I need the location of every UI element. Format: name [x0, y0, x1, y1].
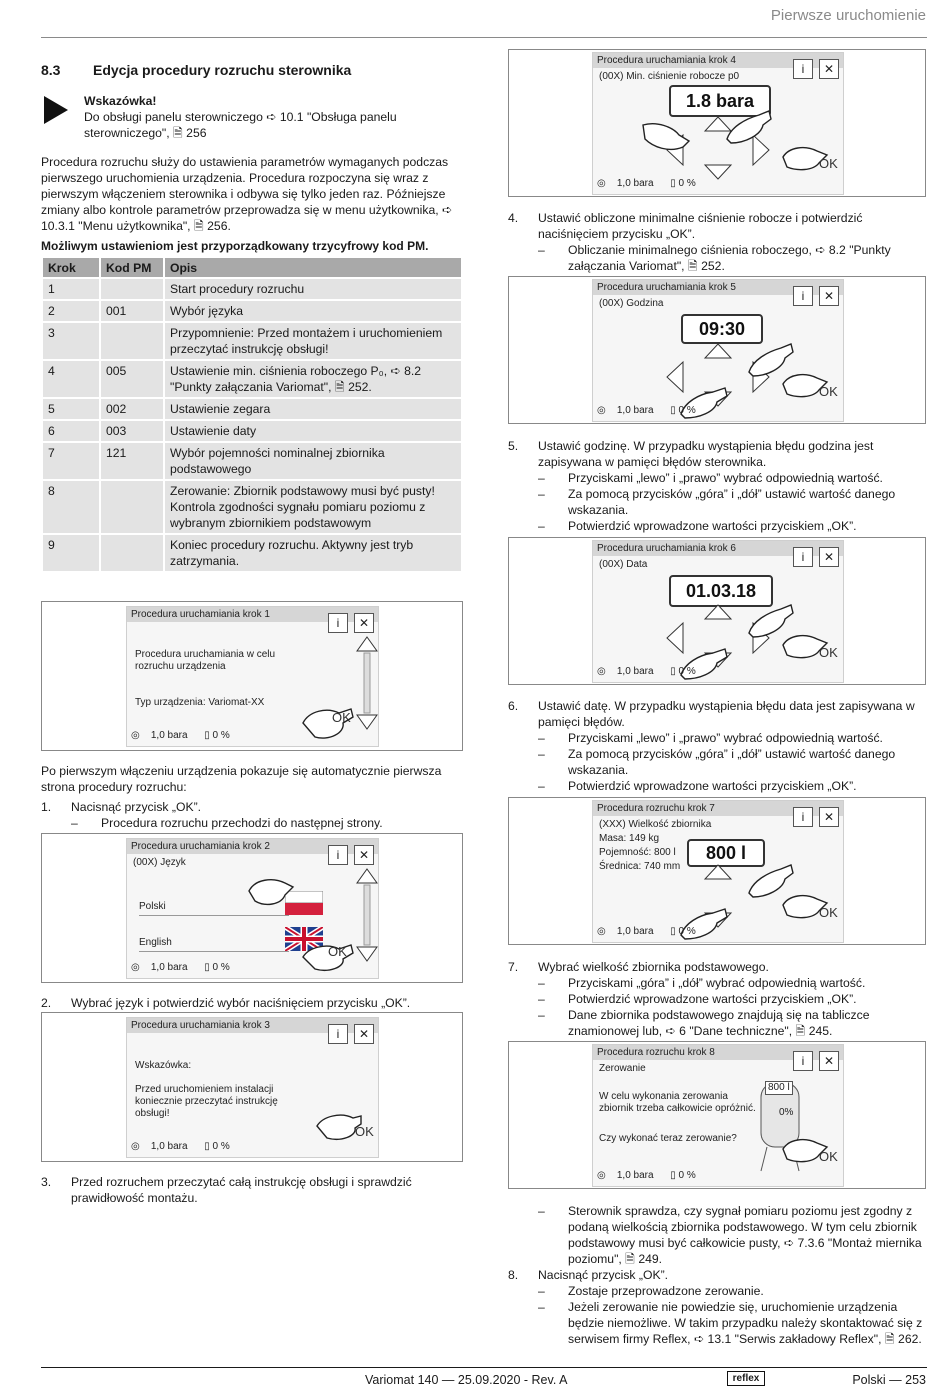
intro-bold: Możliwym ustawieniom jest przyporządkowany trzycyfrowy kod PM. [41, 239, 429, 253]
table-row [43, 443, 461, 479]
value-display[interactable]: 01.03.18 [669, 575, 773, 607]
step-number: 8. [508, 1268, 519, 1282]
footer-page: Polski — 253 [852, 1373, 926, 1387]
info-button[interactable]: i [793, 286, 813, 306]
close-button[interactable]: ✕ [354, 1024, 374, 1044]
cell-krok: 4 [43, 361, 99, 397]
pressure-value: 1,0 bara [616, 666, 654, 677]
close-button[interactable]: ✕ [354, 845, 374, 865]
cell-kod [101, 535, 163, 571]
status-bar [131, 1139, 230, 1155]
status-bar [597, 664, 696, 680]
step-1 [41, 799, 471, 831]
tank-level-icon: ▯ [670, 666, 676, 677]
screen-title: Procedura uruchamiania krok 6 [593, 541, 843, 556]
step-number: 1. [41, 800, 52, 814]
dash: – [538, 519, 545, 533]
status-bar [597, 924, 696, 940]
procedure-table [41, 256, 463, 573]
step-detail: Przyciskami „góra” i „dół” wybrać odpowiednią wartość. [568, 976, 866, 990]
divider [139, 951, 289, 952]
after-screen1-text: Po pierwszym włączeniu urządzenia pokazuje się automatycznie pierwsza strona procedury rozruchu: [41, 764, 442, 794]
screenshot-step7 [508, 797, 926, 945]
table-row [43, 279, 461, 299]
step-detail: Procedura rozruchu przechodzi do następnej strony. [101, 816, 383, 830]
level-value: 0 % [678, 405, 696, 416]
dash: – [538, 976, 545, 990]
dash: – [538, 731, 545, 745]
screenshot-step2 [41, 833, 463, 983]
col-header-kod: Kod PM [101, 258, 163, 277]
step-text: Ustawić godzinę. W przypadku wystąpienia błędu godzina jest zapisywana w pamięci błędów sterownika. [538, 439, 874, 469]
value-display[interactable]: 09:30 [681, 314, 763, 344]
step-3 [41, 1174, 463, 1206]
step-4 [508, 210, 928, 274]
screen-step7 [592, 800, 844, 943]
info-button[interactable]: i [328, 845, 348, 865]
cell-opis: Zerowanie: Zbiornik podstawowy musi być pusty! Kontrola zgodności sygnału pomiaru poziomu z wybranym zbiornikiem podstawowym [165, 481, 461, 533]
screen-text: Czy wykonać teraz zerowanie? [599, 1133, 737, 1144]
cell-opis: Start procedury rozruchu [165, 279, 461, 299]
pressure-gauge-icon: ◎ [597, 926, 606, 937]
hand-pointer-icon [721, 109, 775, 147]
ok-button[interactable]: OK [819, 1149, 838, 1164]
dash: – [538, 243, 545, 257]
step-detail: Potwierdzić wprowadzone wartości przyciskiem „OK”. [568, 779, 857, 793]
hand-pointer-icon [639, 117, 693, 155]
pressure-gauge-icon: ◎ [597, 666, 606, 677]
step-5 [508, 438, 928, 534]
cell-kod: 005 [101, 361, 163, 397]
cell-opis: Ustawienie min. ciśnienia roboczego P₀, ➪ 8.2 "Punkty załączania Variomat", 🗎 252. [165, 361, 461, 397]
screen-subtitle: (00X) Godzina [599, 298, 664, 309]
tank-level-icon: ▯ [670, 178, 676, 189]
cell-kod [101, 279, 163, 299]
status-bar [597, 1168, 696, 1184]
pressure-value: 1,0 bara [616, 1170, 654, 1181]
step-detail: Dane zbiornika podstawowego znajdują się na tabliczce znamionowej lub, ➪ 6 "Dane techniczne", 🗎 245. [568, 1008, 870, 1038]
page-header-title: Pierwsze uruchomienie [770, 7, 926, 24]
cell-kod: 001 [101, 301, 163, 321]
cell-opis: Wybór pojemności nominalnej zbiornika podstawowego [165, 443, 461, 479]
table-row [43, 421, 461, 441]
step-number: 7. [508, 960, 519, 974]
step-detail: Za pomocą przycisków „góra” i „dół” ustawić wartość danego wskazania. [568, 487, 896, 517]
footer-divider [41, 1367, 927, 1368]
step-text: Przed rozruchem przeczytać całą instrukcję obsługi i sprawdzić prawidłowość montażu. [71, 1175, 412, 1205]
ok-button[interactable]: OK [819, 384, 838, 399]
table-row [43, 323, 461, 359]
tank-capacity: Pojemność: 800 l [599, 847, 676, 858]
dash: – [538, 1008, 545, 1022]
screen-title: Procedura rozruchu krok 7 [593, 801, 843, 816]
step-detail: Przyciskami „lewo” i „prawo” wybrać odpowiednią wartość. [568, 731, 883, 745]
screen-step2 [126, 838, 379, 979]
pressure-value: 1,0 bara [616, 178, 654, 189]
info-button[interactable]: i [328, 613, 348, 633]
ok-button[interactable]: OK [819, 156, 838, 171]
level-value: 0 % [212, 1141, 230, 1152]
step-detail: Przyciskami „lewo” i „prawo” wybrać odpowiednią wartość. [568, 471, 883, 485]
close-button[interactable]: ✕ [819, 547, 839, 567]
header-divider [41, 37, 927, 38]
tank-level-icon: ▯ [204, 1141, 210, 1152]
level-value: 0 % [212, 962, 230, 973]
ok-button[interactable]: OK [819, 905, 838, 920]
cell-kod: 121 [101, 443, 163, 479]
pressure-gauge-icon: ◎ [131, 730, 140, 741]
step-detail: Zostaje przeprowadzone zerowanie. [568, 1284, 764, 1298]
screen-title: Procedura uruchamiania krok 5 [593, 280, 843, 295]
tank-level: 0% [779, 1107, 794, 1118]
language-option-english[interactable]: English [139, 937, 172, 948]
cell-krok: 1 [43, 279, 99, 299]
screen-step1 [126, 606, 379, 747]
screen-text: Przed uruchomieniem instalacji koniecznie przeczytać instrukcję obsługi! [135, 1084, 278, 1119]
cell-krok: 9 [43, 535, 99, 571]
reflex-logo: reflex [727, 1371, 765, 1386]
close-button[interactable]: ✕ [354, 613, 374, 633]
screenshot-step1 [41, 601, 463, 751]
step-text: Wybrać wielkość zbiornika podstawowego. [538, 960, 769, 974]
step-6 [508, 698, 928, 794]
section-title: Edycja procedury rozruchu sterownika [93, 62, 352, 78]
step-detail: Jeżeli zerowanie nie powiedzie się, uruchomienie urządzenia będzie niemożliwe. W takim przypadku należy skontaktować się z serwisem firmy Reflex, ➪ 13.1 "Serwis zakładowy Reflex", 🗎 262. [568, 1300, 923, 1346]
scroll-arrows-icon[interactable] [355, 867, 379, 963]
step-text: Nacisnąć przycisk „OK”. [71, 800, 202, 814]
section-heading [41, 62, 351, 78]
info-button[interactable]: i [793, 59, 813, 79]
pressure-gauge-icon: ◎ [131, 962, 140, 973]
screen-title: Procedura uruchamiania krok 1 [127, 607, 378, 622]
ok-button[interactable]: OK [328, 944, 347, 959]
level-value: 0 % [678, 178, 696, 189]
cell-krok: 6 [43, 421, 99, 441]
cell-opis: Przypomnienie: Przed montażem i uruchomieniem przeczytać instrukcję obsługi! [165, 323, 461, 359]
screen-step6 [592, 540, 844, 683]
dash: – [538, 779, 545, 793]
level-value: 0 % [678, 926, 696, 937]
cell-kod [101, 481, 163, 533]
level-value: 0 % [678, 666, 696, 677]
status-bar [597, 403, 696, 419]
pressure-value: 1,0 bara [150, 1141, 188, 1152]
note-text: Do obsługi panelu sterowniczego ➪ 10.1 "Obsługa panelu sterowniczego", 🗎 256 [84, 110, 397, 140]
screen-text: Wskazówka: [135, 1060, 192, 1071]
screen-subtitle: (XXX) Wielkość zbiornika [599, 819, 712, 830]
screen-step3 [126, 1017, 379, 1158]
cell-opis: Wybór języka [165, 301, 461, 321]
dash: – [71, 816, 78, 830]
value-display[interactable]: 800 l [687, 839, 765, 867]
dash: – [538, 992, 545, 1006]
step-detail: Potwierdzić wprowadzone wartości przyciskiem „OK”. [568, 519, 857, 533]
step-number: 2. [41, 996, 52, 1010]
step-detail: Obliczanie minimalnego ciśnienia roboczego, ➪ 8.2 "Punkty załączania Variomat", 🗎 252. [568, 243, 891, 273]
ok-button[interactable]: OK [355, 1124, 374, 1139]
close-button[interactable]: ✕ [819, 286, 839, 306]
screen-subtitle: (00X) Język [133, 857, 186, 868]
dash: – [538, 1204, 545, 1218]
screenshot-step8 [508, 1041, 926, 1189]
level-value: 0 % [678, 1170, 696, 1181]
info-button[interactable]: i [328, 1024, 348, 1044]
screenshot-step3 [41, 1012, 463, 1162]
step-text: Ustawić obliczone minimalne ciśnienie robocze i potwierdzić naciśnięciem przycisku „OK”. [538, 211, 863, 241]
screenshot-step4 [508, 49, 926, 197]
step-2 [41, 995, 471, 1011]
close-button[interactable]: ✕ [819, 59, 839, 79]
step-number: 3. [41, 1175, 52, 1189]
pressure-gauge-icon: ◎ [597, 405, 606, 416]
tank-level-icon: ▯ [204, 962, 210, 973]
dash: – [538, 747, 545, 761]
dash: – [538, 487, 545, 501]
tank-volume: 800 l [765, 1081, 793, 1095]
step-detail: Potwierdzić wprowadzone wartości przyciskiem „OK”. [568, 992, 857, 1006]
intro-paragraph: Procedura rozruchu służy do ustawienia parametrów wymaganych podczas pierwszego uruchomienia urządzenia. Procedura rozpoczyna się wraz z pierwszym włączeniem sterownika i odbywa się tylko jeden raz. Późniejsze zmiany albo kontrole parametrów przeprowadza się w menu użytkownika, ➪ 10.3.1 "Menu użytkownika", 🗎 256. [41, 155, 453, 233]
screen-text: Typ urządzenia: Variomat-XX [135, 697, 265, 708]
screen-subtitle: (00X) Data [599, 559, 648, 570]
cell-opis: Koniec procedury rozruchu. Aktywny jest tryb zatrzymania. [165, 535, 461, 571]
divider [139, 915, 289, 916]
hand-pointer-icon [245, 873, 295, 909]
cell-opis: Ustawienie zegara [165, 399, 461, 419]
value-display[interactable]: 1.8 bara [669, 85, 771, 117]
info-button[interactable]: i [793, 547, 813, 567]
ok-button[interactable]: OK [332, 710, 351, 725]
tank-level-icon: ▯ [670, 405, 676, 416]
table-row [43, 481, 461, 533]
step-detail: Za pomocą przycisków „góra” i „dół” ustawić wartość danego wskazania. [568, 747, 896, 777]
step-text: Wybrać język i potwierdzić wybór naciśnięciem przycisku „OK”. [71, 996, 411, 1010]
status-bar [131, 728, 230, 744]
language-option-polski[interactable]: Polski [139, 901, 166, 912]
cell-kod [101, 323, 163, 359]
step-detail: Sterownik sprawdza, czy sygnał pomiaru poziomu jest zgodny z podaną wielkością zbiornika podstawowego. W tym celu zbiornik podstawowy musi być całkowicie pusty, ➪ 7.3.6 "Montaż miernika poziomu", 🗎 249. [568, 1204, 922, 1266]
pressure-value: 1,0 bara [150, 730, 188, 741]
status-bar [597, 176, 696, 192]
level-value: 0 % [212, 730, 230, 741]
step-number: 5. [508, 439, 519, 453]
step-text: Ustawić datę. W przypadku wystąpienia błędu data jest zapisywana w pamięci błędów. [538, 699, 915, 729]
scroll-arrows-icon[interactable] [355, 635, 379, 731]
close-button[interactable]: ✕ [819, 807, 839, 827]
cell-krok: 5 [43, 399, 99, 419]
table-row [43, 301, 461, 321]
pressure-value: 1,0 bara [616, 405, 654, 416]
table-row [43, 535, 461, 571]
info-button[interactable]: i [793, 807, 813, 827]
screen-text: W celu wykonania zerowania zbiornik trzeba całkowicie opróżnić. [599, 1091, 756, 1114]
col-header-krok: Krok [43, 258, 99, 277]
note-arrow-icon [44, 96, 68, 124]
step-number: 4. [508, 211, 519, 225]
screen-text: Procedura uruchamiania w celu rozruchu urządzenia [135, 649, 276, 672]
pressure-value: 1,0 bara [150, 962, 188, 973]
screen-title: Procedura rozruchu krok 8 [593, 1045, 843, 1060]
tank-mass: Masa: 149 kg [599, 833, 660, 844]
cell-kod: 003 [101, 421, 163, 441]
table-row [43, 399, 461, 419]
pressure-gauge-icon: ◎ [597, 1170, 606, 1181]
cell-opis: Ustawienie daty [165, 421, 461, 441]
info-button[interactable]: i [793, 1051, 813, 1071]
screenshot-step6 [508, 537, 926, 685]
cell-krok: 7 [43, 443, 99, 479]
dash: – [538, 1284, 545, 1298]
cell-krok: 8 [43, 481, 99, 533]
dash: – [538, 1300, 545, 1314]
step-number: 6. [508, 699, 519, 713]
dash: – [538, 471, 545, 485]
screen-subtitle: Zerowanie [599, 1063, 646, 1074]
screen-title: Procedura uruchamiania krok 3 [127, 1018, 378, 1033]
close-button[interactable]: ✕ [819, 1051, 839, 1071]
tank-level-icon: ▯ [204, 730, 210, 741]
section-number: 8.3 [41, 62, 61, 78]
screenshot-step5 [508, 276, 926, 424]
col-header-opis: Opis [165, 258, 461, 277]
tank-diameter: Średnica: 740 mm [599, 861, 681, 872]
screen-subtitle: (00X) Min. ciśnienie robocze p0 [599, 71, 740, 82]
step-8 [508, 1203, 928, 1347]
pressure-value: 1,0 bara [616, 926, 654, 937]
pressure-gauge-icon: ◎ [597, 178, 606, 189]
screen-title: Procedura uruchamiania krok 4 [593, 53, 843, 68]
note-block [84, 93, 424, 141]
status-bar [131, 960, 230, 976]
note-title: Wskazówka! [84, 94, 157, 108]
tank-level-icon: ▯ [670, 926, 676, 937]
tank-level-icon: ▯ [670, 1170, 676, 1181]
ok-button[interactable]: OK [819, 645, 838, 660]
screen-step5 [592, 279, 844, 422]
cell-krok: 2 [43, 301, 99, 321]
cell-krok: 3 [43, 323, 99, 359]
pressure-gauge-icon: ◎ [131, 1141, 140, 1152]
screen-step4 [592, 52, 844, 195]
step-7 [508, 959, 928, 1039]
step-text: Nacisnąć przycisk „OK”. [538, 1268, 669, 1282]
table-row [43, 361, 461, 397]
screen-title: Procedura uruchamiania krok 2 [127, 839, 378, 854]
footer-doc: Variomat 140 — 25.09.2020 - Rev. A [365, 1373, 568, 1387]
screen-step8 [592, 1044, 844, 1187]
cell-kod: 002 [101, 399, 163, 419]
